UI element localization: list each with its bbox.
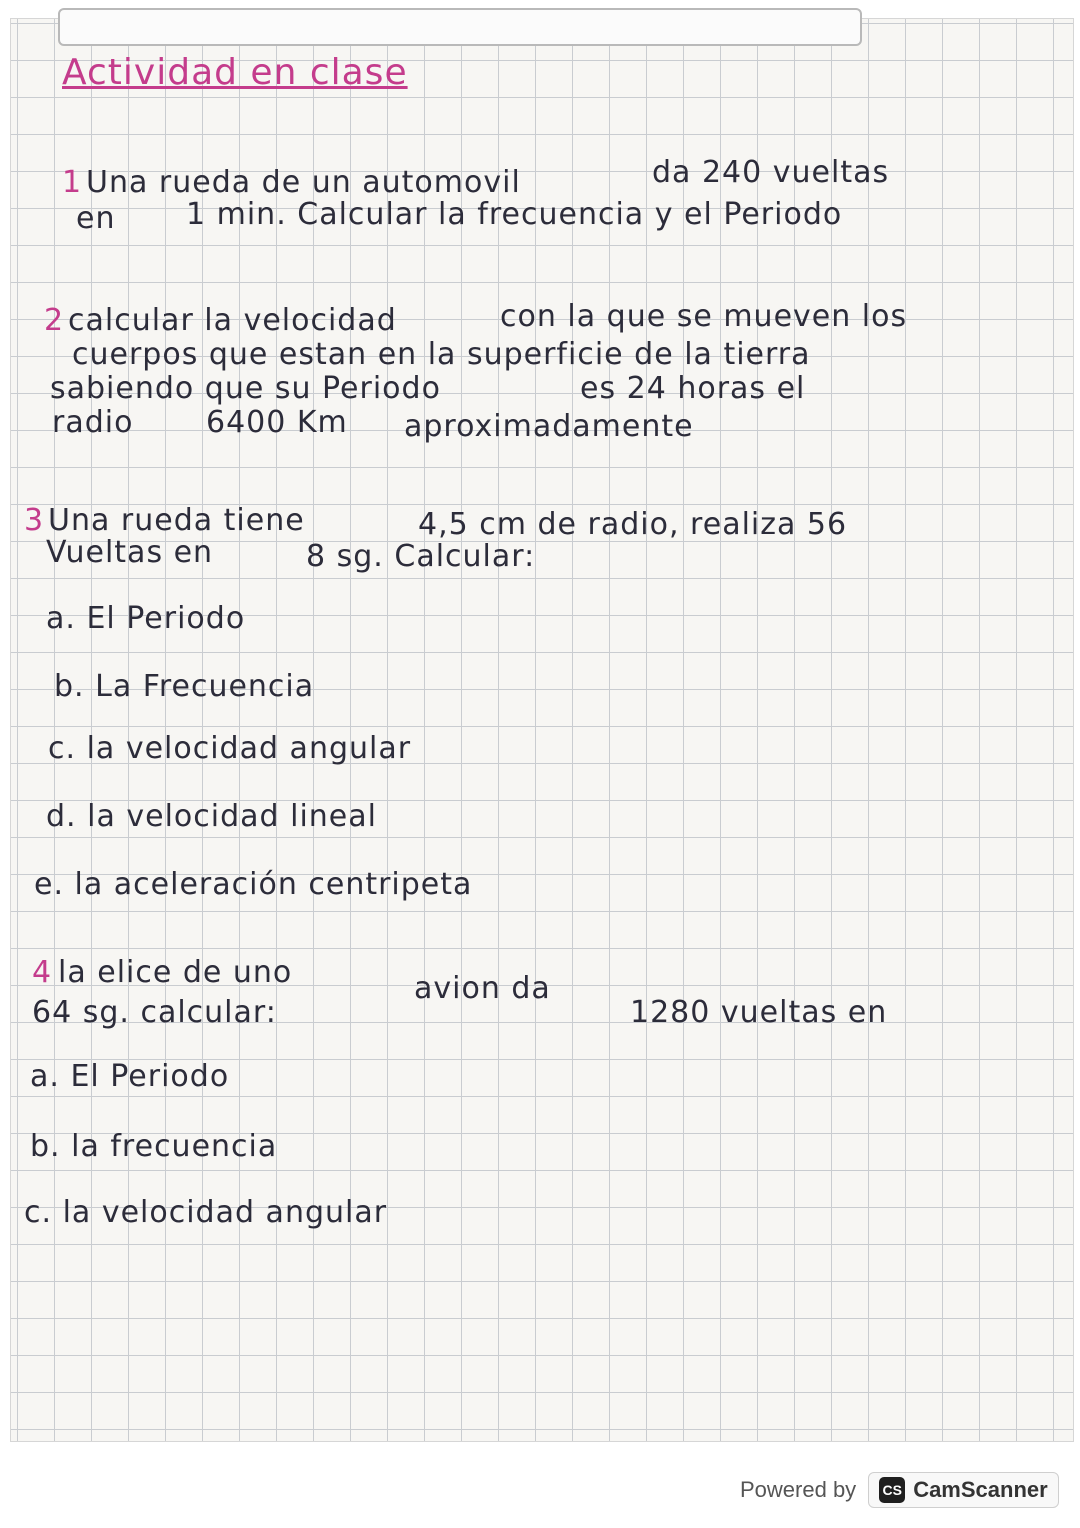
problem-3-item: c. la velocidad angular [48,731,412,766]
camscanner-watermark [740,1468,1059,1512]
problem-4-line-1c: 1280 vueltas en [630,995,888,1030]
problem-2-line-2: cuerpos que estan en la superficie de la tierra [72,337,811,372]
problem-2-number: 2 [44,303,65,338]
problem-3-line-1b: 4,5 cm de radio, realiza 56 [418,507,848,542]
page-title: Actividad en clase [62,52,408,93]
problem-4-item: c. la velocidad angular [24,1195,388,1230]
problem-4-number: 4 [32,955,53,990]
powered-by-text: Powered by [740,1477,857,1502]
problem-4-line-2: 64 sg. calcular: [32,995,277,1030]
problem-2-line-3b: es 24 horas el [580,371,806,406]
problem-3-item: e. la aceleración centripeta [34,867,473,902]
problem-1-line-1b: da 240 vueltas [652,155,890,190]
problem-1-number: 1 [62,165,83,200]
problem-1-line-2b: 1 min. Calcular la frecuencia y el Periodo [186,197,843,232]
problem-1-line-1a: Una rueda de un automovil [86,165,521,200]
problem-3-item: a. El Periodo [46,601,246,636]
problem-4-item: b. la frecuencia [30,1129,278,1164]
problem-3-number: 3 [24,503,45,538]
problem-2-line-4c: aproximadamente [404,409,694,444]
problem-2-line-1a: calcular la velocidad [68,303,397,338]
problem-2-line-3a: sabiendo que su Periodo [50,371,441,406]
problem-2-line-4a: radio [52,405,134,440]
problem-4-line-1a: la elice de uno [58,955,293,990]
camscanner-brand: CamScanner [913,1477,1048,1502]
problem-3-line-2a: Vueltas en [46,535,214,570]
page-header-strip [58,8,862,46]
problem-2-line-1b: con la que se mueven los [500,299,908,334]
problem-4-line-1b: avion da [414,971,551,1006]
problem-3-line-1a: Una rueda tiene [48,503,305,538]
problem-3-item: d. la velocidad lineal [46,799,377,834]
problem-3-line-2b: 8 sg. Calcular: [306,539,536,574]
problem-1-line-2a: en [76,201,116,236]
problem-2-line-4b: 6400 Km [206,405,348,440]
problem-4-item: a. El Periodo [30,1059,230,1094]
camscanner-icon: CS [879,1477,905,1503]
problem-3-item: b. La Frecuencia [54,669,315,704]
camscanner-logo [868,1472,1059,1508]
